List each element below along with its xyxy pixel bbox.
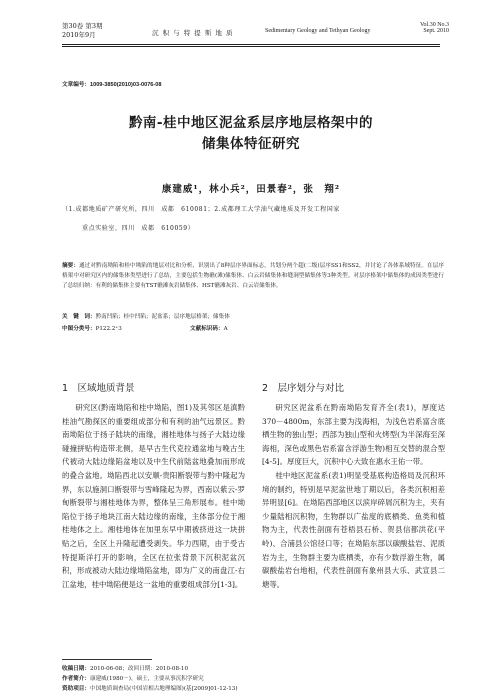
author-list: 康建威¹，林小兵²，田景春²，张 翔² <box>161 184 341 195</box>
section-2-body <box>262 401 445 591</box>
running-header-left <box>62 22 102 40</box>
section-1-paragraph: 研究区(黔南坳陷和桂中坳陷，图1)及其邻区是滇黔桂油气勘探区的重要组成部分和有利的油气远景区。黔南坳陷位于扬子陆块的南缘，湘桂地体与扬子大陆边缘碰撞拼贴构造带北侧，是早古生代克拉通盆地与晚古生代被动大陆边缘陷盆地以及中生代前陆盆地叠加而形成的叠合盆地。坳陷西北以安顺-贵阳断裂带与黔中隆起为界，东以施洞口断裂带与雪峰隆起为界，西南以紫云-罗甸断裂带与湘桂地体为界，整体呈三角形展布。桂中坳陷位于扬子地块江南大陆边缘的南缘，主体部分位于湘桂地体之上。湘桂地体在加里东早中期被挤进这一块拼贴之后，全区上升隆起遭受剥失。华力西期，由于受古特提斯洋打开的影响，全区在拉张背景下沉积泥盆沉积，形成被动大陆边缘坳陷盆地，即为广义的南盘江-右江盆地，桂中坳陷便是这一盆地的重要组成部分[1-3]。 <box>62 403 245 589</box>
footnote-fund <box>62 684 442 694</box>
document-code <box>190 325 228 334</box>
article-title-line-1: 黔南-桂中地区泥盆系层序地层格架中的 <box>128 115 374 131</box>
keywords <box>62 313 230 322</box>
header-rule <box>62 44 440 45</box>
keywords-text: 黔南凹陷；桂中凹陷；泥盆系；层序地层格架；储集体 <box>95 314 230 320</box>
volume-cn: 第30卷 第3期 <box>62 22 103 30</box>
footnote-received <box>62 664 442 674</box>
footnote-author <box>62 674 442 684</box>
abstract <box>62 261 444 291</box>
clc-code: P122.2⁺3 <box>95 326 122 332</box>
section-2-paragraph-1: 研究区泥盆系在黔南坳陷发育齐全(表1)，厚度达370－4800m，东部主要为浅海相，为浅色岩系富含底栖生物的独山型；西部为独山型和火烤型(为半深海至深海相，深色或黑色岩系富含浮游生物)相互交替的混合型[4-5]。厚度巨大，沉积中心大致在惠水王佑一带。 <box>262 403 445 467</box>
article-number: 文章编号：1009-3850(2010)03-0076-08 <box>62 82 162 88</box>
affiliation-line-1: （1.成都地质矿产研究所，四川 成都 610081；2.成都理工大学油气藏地质及开发工程国家 <box>62 206 340 213</box>
doc-code-value: A <box>223 326 228 332</box>
section-2-heading: 2 层序划分与对比 <box>262 383 345 394</box>
doc-code-label: 文献标识码： <box>190 326 224 332</box>
volume-en: Vol.30 No.3 <box>420 22 450 28</box>
footnote-rule <box>62 659 152 660</box>
keywords-label: 关 键 词： <box>62 314 96 320</box>
fund-label: 资助项目： <box>62 686 90 692</box>
classification <box>62 325 122 334</box>
abstract-text: 通过对黔南坳陷和桂中坳陷的地层对比和分析，识别出了8种层序界面标志，共划分两个超(二级)层序SS1和SS2，并讨论了各体系域特征。在层序格架中对研究区内的储集体类型进行了总结，主要包括生物礁(滩)储集体、白云岩储集体和缝洞型储集体等3种类型。对层序格架中储集体的成因类型进行了总结归纳：有利的储集体主要有TST礁滩灰岩储集体、HST礁滩灰岩、白云岩储集体。 <box>62 263 444 289</box>
received-label: 收稿日期： <box>62 666 90 672</box>
abstract-label: 摘要： <box>62 263 80 269</box>
article-title-line-2: 储集体特征研究 <box>202 136 300 152</box>
section-1-body <box>62 401 245 591</box>
author-bio-label: 作者简介： <box>62 676 90 682</box>
section-1-heading: 1 区域地质背景 <box>62 383 135 394</box>
clc-label: 中图分类号： <box>62 326 96 332</box>
date-en: Sept. 2010 <box>423 28 450 34</box>
date-cn: 2010年9月 <box>62 31 96 39</box>
received-dates: 2010-06-08；改回日期：2010-08-10 <box>89 666 189 672</box>
running-header-right <box>420 22 449 34</box>
author-bio: 康建威(1980－)，硕士，主要从事沉积学研究 <box>89 676 204 682</box>
section-2-paragraph-2: 桂中地区泥盆系(表1)明显受基底构造格局及沉积环境的制约，特别是早泥盆世地丁期以后，各类沉积相差异明显[6]。在坳陷西部地区以滨岸碎屑沉积为主，夹有少量陆相沉积物，生物群以广盐度的底栖类、鱼类和植物为主，代表性剖面有苍梧县石桥、贺县信都洪花(平岭)、合浦县公馆径口等；在坳陷东部以碳酸盐岩、泥质岩为主，生物群主要为底栖类，亦有少数浮游生物，属碳酸盐岩台地相，代表性剖面有象州县大乐、武宣县二塘等。 <box>262 470 445 589</box>
affiliation-line-2: 重点实验室，四川 成都 610059） <box>82 225 195 232</box>
fund-text: 中国地质调查局(中国岩相古地理编图)(基[2009]01-12-13) <box>89 686 238 692</box>
journal-name-cn: 沉 积 与 特 提 斯 地 质 <box>152 29 234 37</box>
journal-name-en: Sedimentary Geology and Tethyan Geology <box>265 28 371 34</box>
header-rule-2 <box>62 46 440 47</box>
